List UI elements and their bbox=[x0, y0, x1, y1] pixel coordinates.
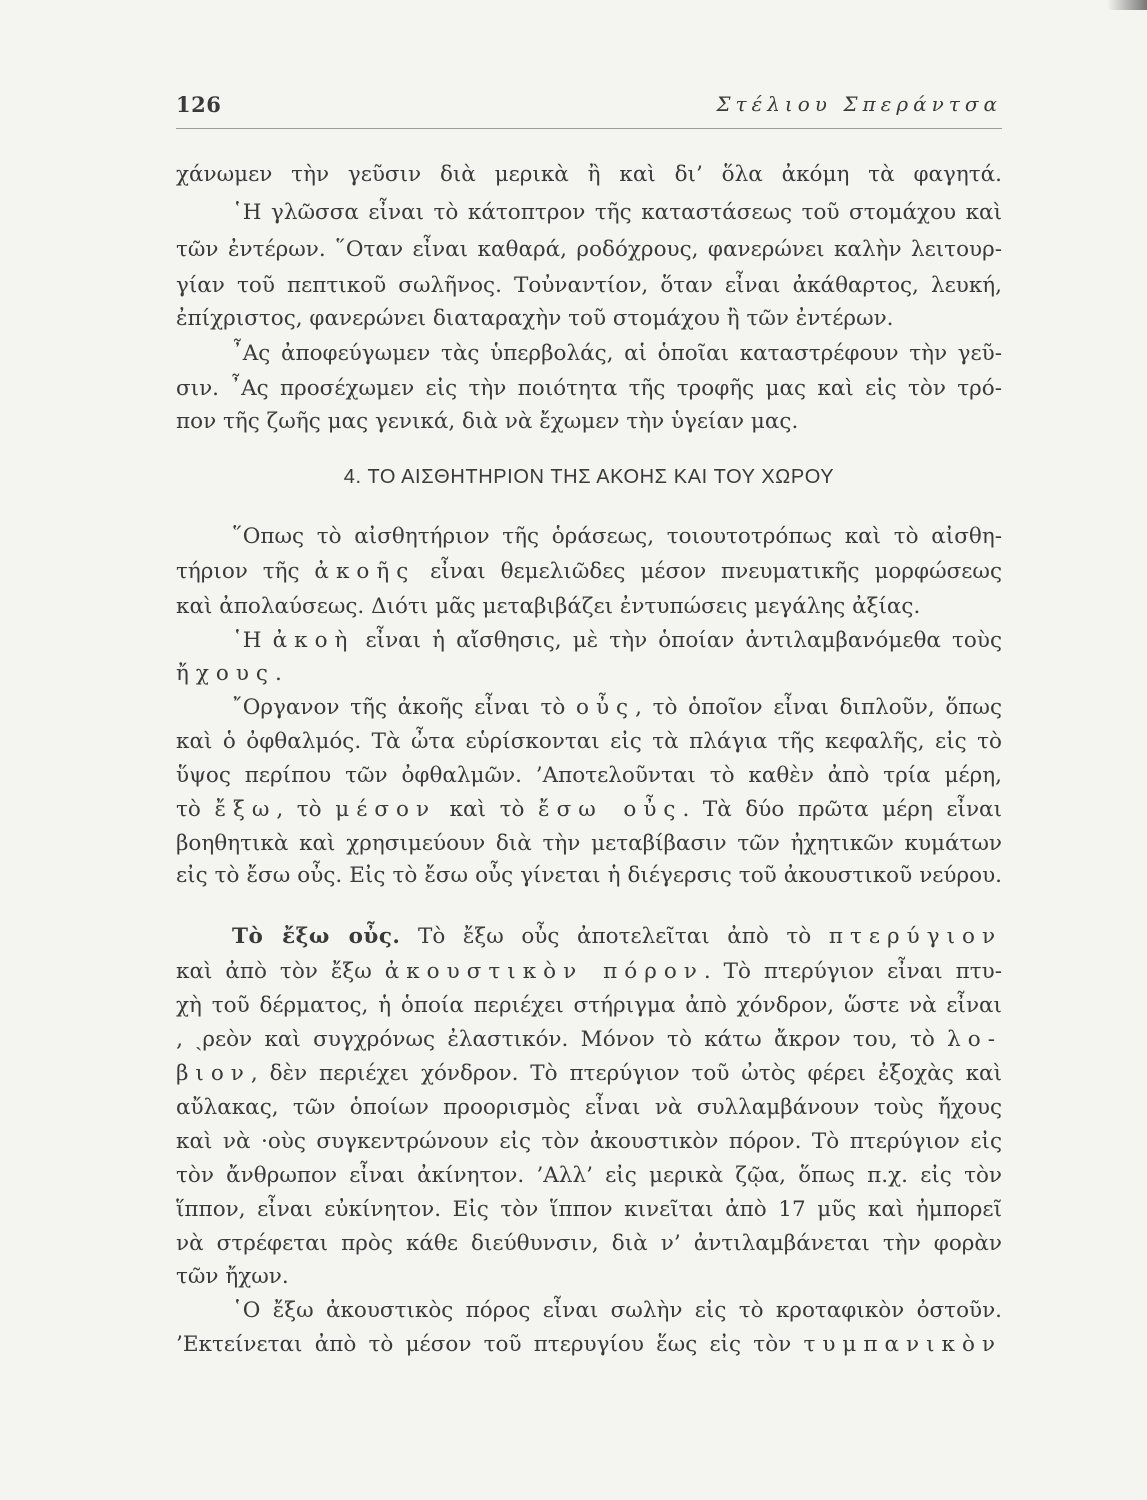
section-heading: 4. ΤΟ ΑΙΣΘΗΤΗΡΙΟΝ ΤΗΣ ΑΚΟΗΣ ΚΑΙ ΤΟΥ ΧΩΡΟΥ bbox=[343, 466, 835, 488]
text-line: αὔλακας, τῶν ὁποίων προορισμὸς εἶναι νὰ συλλαμβάνουν τοὺς ἤχους bbox=[176, 1095, 1002, 1120]
text-line: ἐπίχριστος, φανερώνει διαταραχὴν τοῦ στομάχου ἢ τῶν ἐντέρων. bbox=[176, 306, 894, 331]
text-line: ῾Η γλῶσσα εἶναι τὸ κάτοπτρον τῆς καταστάσεως τοῦ στομάχου καὶ bbox=[232, 200, 1002, 225]
emphasis-term: ἔξω bbox=[214, 797, 277, 822]
text-line: ῾Ο ἔξω ἀκουστικὸς πόρος εἶναι σωλὴν εἰς τὸ κροταφικὸν ὀστοῦν. bbox=[232, 1298, 1002, 1323]
text-line: τὸ ἔξω, τὸ μέσον καὶ τὸ ἔσω οὖς. Τὰ δύο πρῶτα μέρη εἶναι bbox=[176, 797, 1002, 822]
text-line: καὶ ἀπὸ τὸν ἔξω ἀκουστικὸν πόρον. Τὸ πτερύγιον εἶναι πτυ- bbox=[176, 959, 1002, 984]
text-line: ῏Ας ἀποφεύγωμεν τὰς ὑπερβολάς, αἱ ὁποῖαι καταστρέφουν τὴν γεῦ- bbox=[232, 341, 1002, 366]
text-line: σιν. ῏Ας προσέχωμεν εἰς τὴν ποιότητα τῆς τροφῆς μας καὶ εἰς τὸν τρό- bbox=[176, 376, 1002, 401]
text-line: ὕψος περίπου τῶν ὀφθαλμῶν. ’Αποτελοῦνται τὸ καθὲν ἀπὸ τρία μέρη, bbox=[176, 763, 1002, 788]
text-line: γίαν τοῦ πεπτικοῦ σωλῆνος. Τοὐναντίον, ὅταν εἶναι ἀκάθαρτος, λευκή, bbox=[176, 273, 1002, 298]
text-line: ῾Η ἀκοὴ εἶναι ἡ αἴσθησις, μὲ τὴν ὁποίαν ἀντιλαμβανόμεθα τοὺς bbox=[232, 628, 1002, 653]
text-line: εἰς τὸ ἔσω οὖς. Εἰς τὸ ἔσω οὖς γίνεται ἡ διέγερσις τοῦ ἀκουστικοῦ νεύρου. bbox=[176, 863, 1002, 888]
text-line: βιον, δὲν περιέχει χόνδρον. Τὸ πτερύγιον τοῦ ὠτὸς φέρει ἐξοχὰς καὶ bbox=[176, 1061, 1002, 1086]
emphasis-term: ἀκουστικὸν πόρον bbox=[384, 959, 704, 984]
scan-edge-shadow bbox=[1107, 0, 1147, 10]
page-number: 126 bbox=[176, 92, 222, 117]
header-rule bbox=[176, 128, 1002, 129]
text-line bbox=[176, 659, 289, 689]
text-line: καὶ νὰ ·οὺς συγκεντρώνουν εἰς τὸν ἀκουστικὸν πόρον. Τὸ πτερύγιον εἰς bbox=[176, 1129, 1002, 1154]
emphasis-term: λο- bbox=[947, 1027, 1002, 1052]
text-line: χὴ τοῦ δέρματος, ἡ ὁποία περιέχει στήριγμα ἀπὸ χόνδρον, ὥστε νὰ εἶναι bbox=[176, 993, 1002, 1018]
text-line: τὸν ἄνθρωπον εἶναι ἀκίνητον. ’Αλλ’ εἰς μερικὰ ζῷα, ὅπως π.χ. εἰς τὸν bbox=[176, 1163, 1002, 1188]
text-line: ῞Οπως τὸ αἰσθητήριον τῆς ὁράσεως, τοιουτοτρόπως καὶ τὸ αἰσθη- bbox=[232, 524, 1002, 549]
text-line: πον τῆς ζωῆς μας γενικά, διὰ νὰ ἔχωμεν τὴν ὑγείαν μας. bbox=[176, 409, 799, 434]
text-line: τῶν ἐντέρων. ῞Οταν εἶναι καθαρά, ροδόχρους, φανερώνει καλὴν λειτουρ- bbox=[176, 237, 1002, 262]
text-line: ‚ ˏρεὸν καὶ συγχρόνως ἐλαστικόν. Μόνον τὸ κάτω ἄκρον του, τὸ λο- bbox=[176, 1027, 1002, 1052]
text-line: τήριον τῆς ἀκοῆς εἶναι θεμελιῶδες μέσον πνευματικῆς μορφώσεως bbox=[176, 559, 1002, 584]
text-line: ’Εκτείνεται ἀπὸ τὸ μέσον τοῦ πτερυγίου ἕως εἰς τὸν τυμπανικὸν bbox=[176, 1332, 1002, 1357]
emphasis-term: βιον bbox=[176, 1061, 251, 1086]
text-line: νὰ στρέφεται πρὸς κάθε διεύθυνσιν, διὰ ν’ ἀντιλαμβάνεται τὴν φορὰν bbox=[176, 1231, 1002, 1256]
text-line: καὶ ὁ ὀφθαλμός. Τὰ ὦτα εὑρίσκονται εἰς τὰ πλάγια τῆς κεφαλῆς, εἰς τὸ bbox=[176, 729, 1002, 754]
text-line: ἵππον, εἶναι εὐκίνητον. Εἰς τὸν ἵππον κινεῖται ἀπὸ 17 μῦς καὶ ἠμπορεῖ bbox=[176, 1197, 1002, 1222]
emphasis-term: ἀκοὴ bbox=[272, 628, 355, 653]
running-head: Στέλιου Σπεράντσα bbox=[716, 92, 1002, 116]
subsection-title: Τὸ ἔξω οὖς. bbox=[232, 924, 401, 949]
text-line: καὶ ἀπολαύσεως. Διότι μᾶς μεταβιβάζει ἐντυπώσεις μεγάλης ἀξίας. bbox=[176, 594, 921, 619]
emphasis-term: ἔσω οὖς bbox=[538, 797, 683, 822]
emphasis-term: ἤχους. bbox=[176, 661, 289, 686]
page-header bbox=[176, 92, 1002, 132]
text-line: ῎Οργανον τῆς ἀκοῆς εἶναι τὸ οὖς, τὸ ὁποῖον εἶναι διπλοῦν, ὅπως bbox=[232, 695, 1002, 720]
text-line: χάνωμεν τὴν γεῦσιν διὰ μερικὰ ἢ καὶ δι’ ὅλα ἀκόμη τὰ φαγητά. bbox=[176, 162, 1002, 187]
text-line: Τὸ ἔξω οὖς. Τὸ ἔξω οὖς ἀποτελεῖται ἀπὸ τὸ πτερύγιον bbox=[232, 924, 1003, 949]
text-line: βοηθητικὰ καὶ χρησιμεύουν διὰ τὴν μεταβίβασιν τῶν ἠχητικῶν κυμάτων bbox=[176, 831, 1002, 856]
text-line: τῶν ἤχων. bbox=[176, 1264, 289, 1289]
emphasis-term: οὖς bbox=[576, 695, 636, 720]
emphasis-term: ἀκοῆς bbox=[314, 559, 416, 584]
emphasis-term: μέσον bbox=[335, 797, 437, 822]
emphasis-term: πτερύγιον bbox=[828, 924, 1003, 949]
emphasis-term: τυμπανικὸν bbox=[803, 1332, 1002, 1357]
